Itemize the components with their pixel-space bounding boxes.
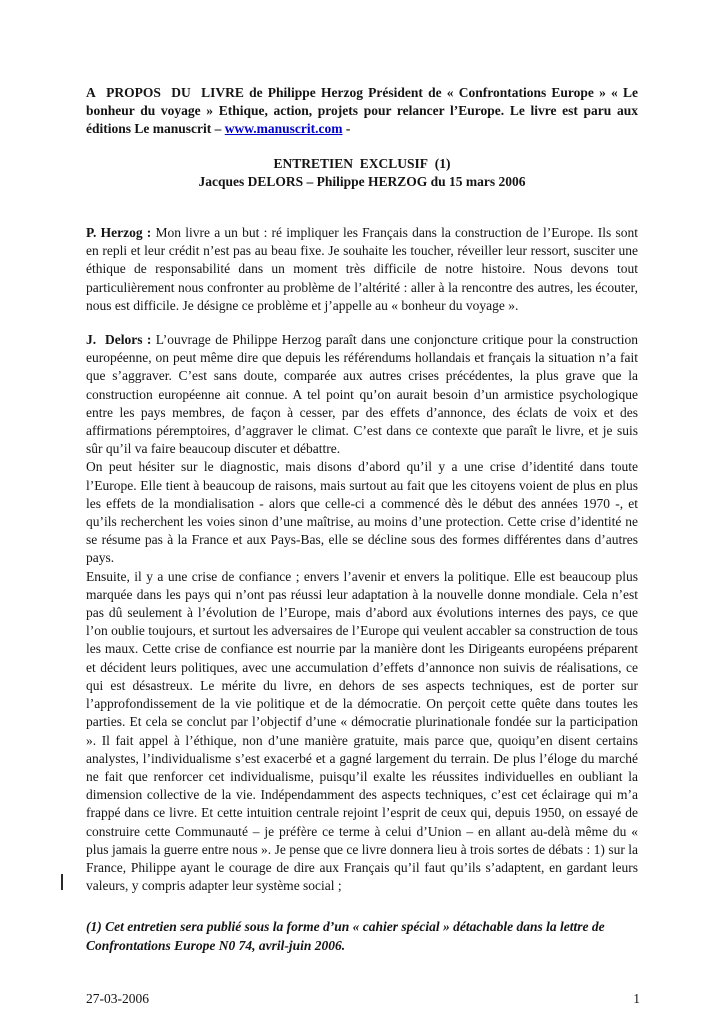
- interview-subtitle: Jacques DELORS – Philippe HERZOG du 15 mars 2006: [198, 173, 526, 189]
- delors-paragraph-1: [86, 331, 638, 458]
- interview-title-block: [86, 155, 638, 191]
- delors-paragraph-1-text: L’ouvrage de Philippe Herzog paraît dans une conjoncture critique pour la construction européenne, on peut même dire que depuis les référendums hollandais et français la situation n’a fait que s’aggraver. C’est sans doute, comparée aux autres crises précédentes, la plus grave que la construction européenne ait connue. A tel point qu’on aurait besoin d’un armistice psychologique entre les pays membres, de façon à cesser, par des effets d’annonce, des éclats de voix et des affirmations péremptoires, d’aggraver le climat. C’est dans ce contexte que paraît le livre, et je suis sûr qu’il va faire beaucoup discuter et débattre.: [86, 332, 639, 457]
- delors-paragraph-2: On peut hésiter sur le diagnostic, mais disons d’abord qu’il y a une crise d’identité dans toute l’Europe. Elle tient à beaucoup de raisons, mais surtout au fait que les citoyens voient de plus en plus les effets de la mondialisation - alors que celle-ci a commencé dès le début des années 1970 -, et qu’ils recherchent les voies sinon d’une maîtrise, au moins d’une protection. Cette crise d’identité ne se résume pas à la France et aux Pays-Bas, elle se décline sous des formes différentes dans d’autres pays.: [86, 459, 638, 566]
- herzog-speaker-label: P. Herzog :: [86, 225, 156, 241]
- manuscrit-link[interactable]: www.manuscrit.com: [224, 121, 343, 137]
- delors-section: [86, 331, 638, 895]
- footnote: (1) Cet entretien sera publié sous la forme d’un « cahier spécial » détachable dans la lettre de Confrontations Europe N0 74, avril-juin 2006.: [86, 919, 605, 953]
- book-intro: [86, 84, 638, 139]
- herzog-paragraph-text: Mon livre a un but : ré impliquer les Français dans la construction de l’Europe. Ils sont en repli et leur crédit n’est pas au beau fixe. Je souhaite les toucher, réveiller leur ressort, susciter une éthique de responsabilité dans un moment très difficile de notre histoire. Nous devons tout particulièrement nous confronter au problème de l’altérité : aller à la rencontre des autres, les écouter, nous est difficile. Je désigne ce problème et j’appelle au « bonheur du voyage ».: [86, 225, 638, 313]
- delors-speaker-label: J. Delors :: [86, 332, 156, 348]
- delors-paragraph-3: Ensuite, il y a une crise de confiance ; envers l’avenir et envers la politique. Elle est beaucoup plus marquée dans les pays qui n’ont pas réussi leur adaptation à la nouvelle donne mondiale. Cela n’est pas dû seulement à l’évolution de l’Europe, mais d’abord aux évolutions internes des pays, ce que l’on oublie toujours, et surtout les adversaires de l’Europe qui veulent accabler sa construction de tous les maux. Cette crise de confiance est nourrie par la manière dont les Dirigeants européens préparent et décident leurs politiques, avec une accumulation d’effets d’annonce non suivis de réalisations, ce qui est désastreux. Le mérite du livre, en dehors de ses aspects techniques, est de porter sur l’approfondissement de la vie politique et de la démocratie. On perçoit cette quête dans toutes les parties. Et cela se conclut par l’objectif d’une « démocratie plurinationale fondée sur la participation ». Il fait appel à l’éthique, non d’une manière gratuite, mais parce que, quoiqu’en disent certains analystes, l’individualisme s’est exacerbé et a gagné largement du terrain. De plus l’éloge du marché ne fait que renforcer cet individualisme, puisqu’il exalte les réussites individuelles en oubliant la dimension collective de la vie. Indépendamment des aspects techniques, c’est cet éclairage qui m’a frappé dans ce livre. Et cette intuition centrale rejoint l’esprit de ceux qui, depuis 1950, on essayé de construire cette Communauté – je préfère ce terme à celui d’Union – en allant au-delà même du « plus jamais la guerre entre nous ». Je pense que ce livre donnera lieu à trois sortes de débats : 1) sur la France, Philippe ayant le courage de dire aux Français qu’il faut qu’ils s’adaptent, en gardant leurs valeurs, y compris adapter leur système social ;: [86, 568, 638, 894]
- page-footer: [86, 991, 640, 1007]
- book-intro-tail: -: [342, 121, 351, 137]
- book-intro-text: A PROPOS DU LIVRE de Philippe Herzog Président de « Confrontations Europe » « Le bonheur du voyage » Ethique, action, projets pour relancer l’Europe. Le livre est paru aux éditions Le manuscrit –: [86, 85, 638, 137]
- margin-annotation-mark: [61, 874, 63, 890]
- footer-date: 27-03-2006: [86, 991, 149, 1006]
- interview-title: ENTRETIEN EXCLUSIF (1): [273, 155, 451, 171]
- herzog-paragraph: [86, 224, 638, 315]
- footer-page-number: 1: [633, 991, 640, 1006]
